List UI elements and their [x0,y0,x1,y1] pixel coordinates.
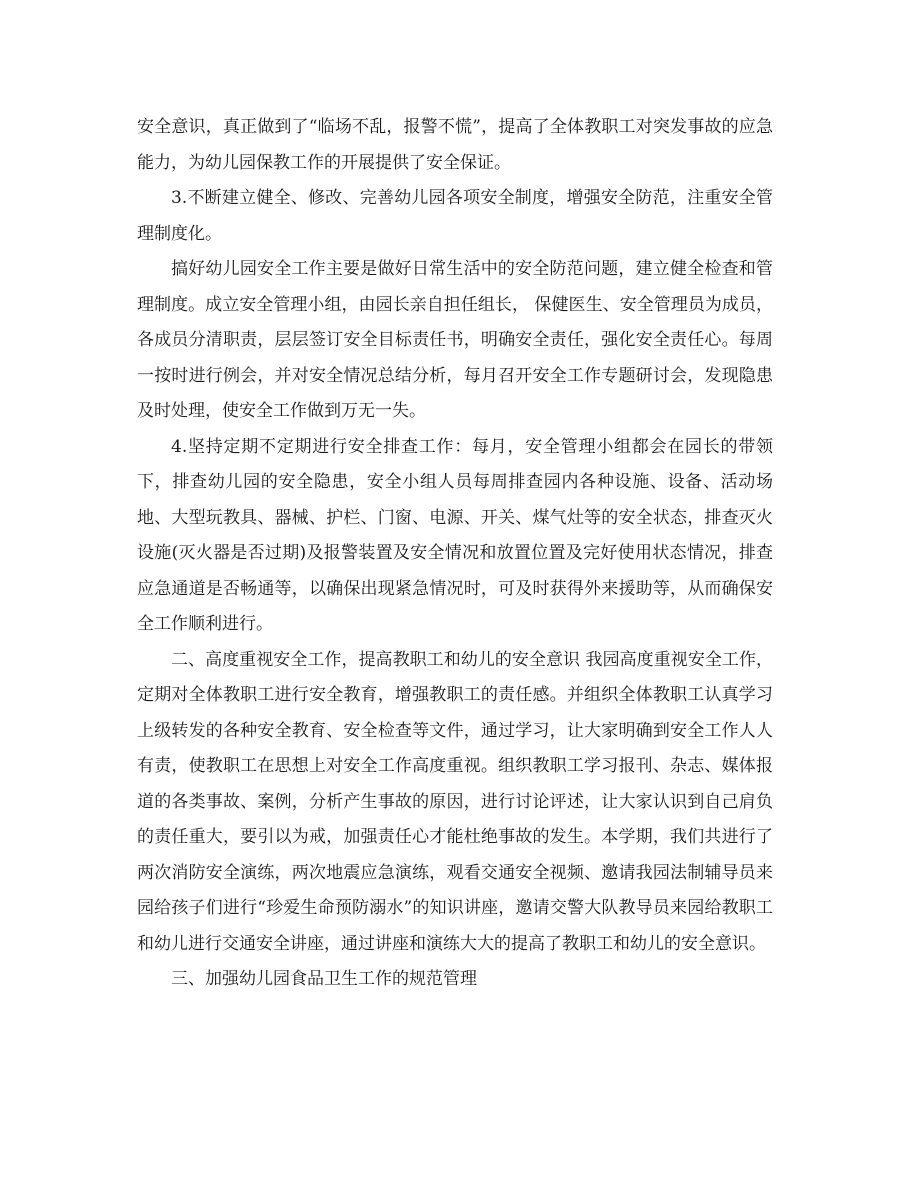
paragraph: 二、高度重视安全工作，提高教职工和幼儿的安全意识 我园高度重视安全工作，定期对全体教职工进行安全教育，增强教职工的责任感。并组织全体教职工认真学习上级转发的各种安全教育、安全检查等文件，通过学习，让大家明确到安全工作人人有责，使教职工在思想上对安全工作高度重视。组织教职工学习报刊、杂志、媒体报道的各类事故、案例，分析产生事故的原因，进行讨论评述，让大家认识到自己肩负的责任重大，要引以为戒，加强责任心才能杜绝事故的发生。本学期，我们共进行了两次消防安全演练，两次地震应急演练，观看交通安全视频、邀请我园法制辅导员来园给孩子们进行“珍爱生命预防溺水”的知识讲座，邀请交警大队教导员来园给教职工和幼儿进行交通安全讲座，通过讲座和演练大大的提高了教职工和幼儿的安全意识。 [137,649,773,954]
paragraph: 4.坚持定期不定期进行安全排查工作：每月，安全管理小组都会在园长的带领下，排查幼儿园的安全隐患，安全小组人员每周排查园内各种设施、设备、活动场地、大型玩教具、器械、护栏、门窗、电源、开关、煤气灶等的安全状态，排查灭火设施(灭火器是否过期)及报警装置及安全情况和放置位置及完好使用状态情况，排查应急通道是否畅通等，以确保出现紧急情况时，可及时获得外来援助等，从而确保安全工作顺利进行。 [137,436,773,634]
document-body [137,110,773,998]
paragraph: 安全意识，真正做到了“临场不乱，报警不慌”，提高了全体教职工对突发事故的应急能力，为幼儿园保教工作的开展提供了安全保证。 [137,117,773,173]
section-heading: 三、加强幼儿园食品卫生工作的规范管理 [171,969,477,989]
paragraph: 3.不断建立健全、修改、完善幼儿园各项安全制度，增强安全防范，注重安全管理制度化。 [137,188,773,244]
paragraph: 搞好幼儿园安全工作主要是做好日常生活中的安全防范问题，建立健全检查和管理制度。成立安全管理小组，由园长亲自担任组长， 保健医生、安全管理员为成员，各成员分清职责，层层签订安全目标责任书，明确安全责任，强化安全责任心。每周一按时进行例会，并对安全情况总结分析，每月召开安全工作专题研讨会，发现隐患及时处理，使安全工作做到万无一失。 [137,259,773,421]
